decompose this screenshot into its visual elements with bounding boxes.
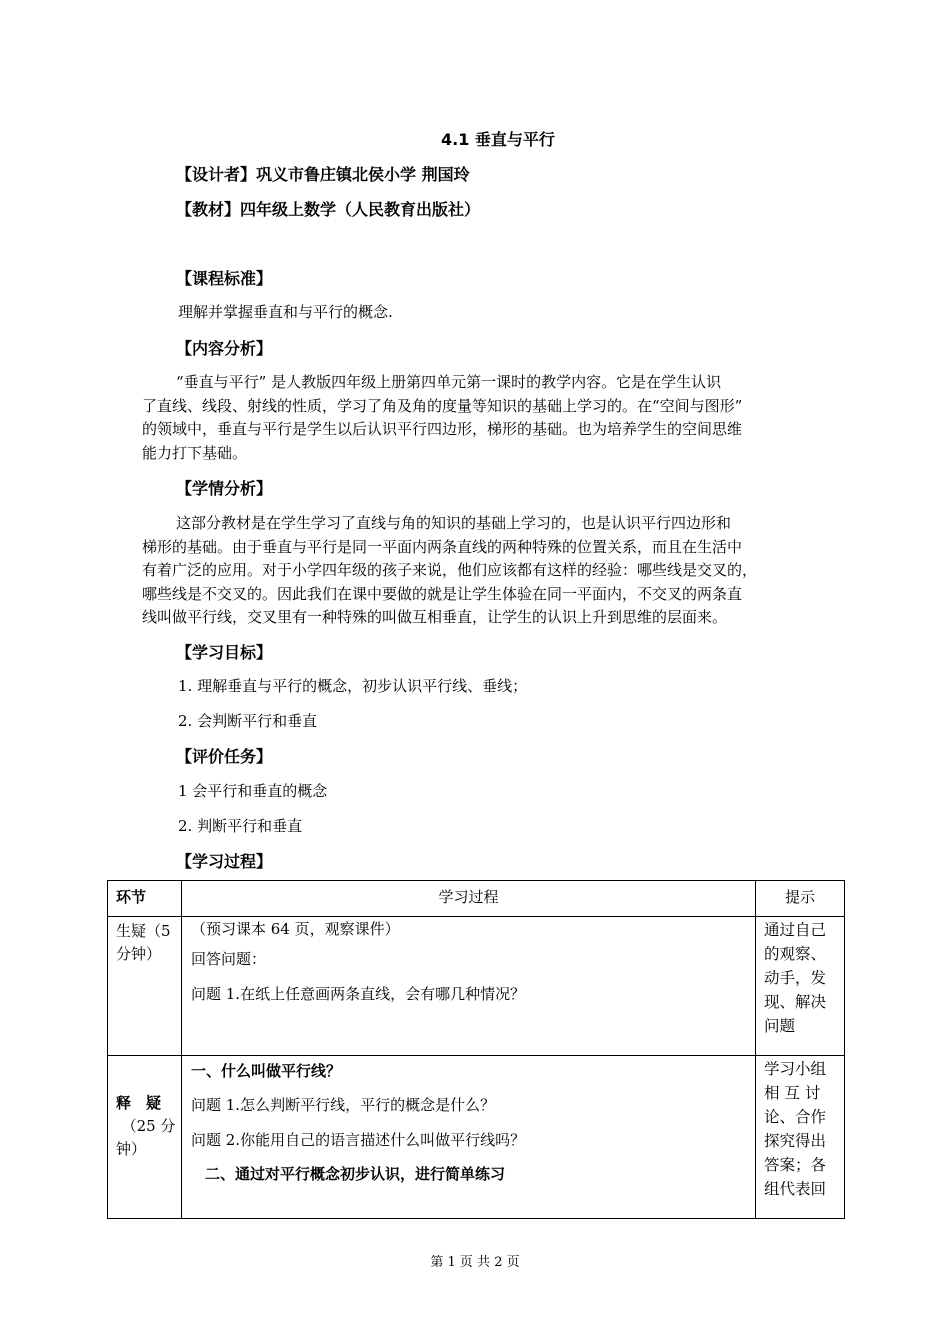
section-heading-process: 【学习过程】: [176, 852, 273, 871]
process-text: （预习课本 64 页，观察课件）: [191, 920, 400, 938]
hint-text: 通过自己: [764, 921, 827, 939]
content-line: 的领域中，垂直与平行是学生以后认识平行四边形，梯形的基础。也为培养学生的空间思维: [142, 420, 743, 438]
stage-cell: [108, 917, 182, 1056]
content-line: 了直线、线段、射线的性质，学习了角及角的度量等知识的基础上学习的。在“空间与图形”: [142, 397, 743, 415]
hint-text: 问题: [764, 1017, 796, 1035]
table-header-cell: [108, 881, 182, 917]
hint-text: 探究得出: [764, 1132, 827, 1150]
section-heading-content: 【内容分析】: [176, 339, 273, 358]
students-line: 有着广泛的应用。对于小学四年级的孩子来说，他们应该都有这样的经验：哪些线是交叉的，: [142, 561, 758, 579]
stage-cell: [108, 1056, 182, 1219]
content-line: “垂直与平行” 是人教版四年级上册第四单元第一课时的教学内容。它是在学生认识: [176, 373, 722, 391]
process-table: [107, 880, 845, 1219]
process-text: 问题 1.怎么判断平行线，平行的概念是什么？: [191, 1096, 496, 1114]
hint-text: 现、解决: [764, 993, 827, 1011]
students-line: 线叫做平行线，交叉里有一种特殊的叫做互相垂直，让学生的认识上升到思维的层面来。: [142, 608, 728, 626]
page-footer: 第 1 页 共 2 页: [430, 1255, 520, 1270]
process-text: 问题 2.你能用自己的语言描述什么叫做平行线吗？: [191, 1131, 526, 1149]
stage-text: 释 疑: [116, 1094, 162, 1112]
process-text: 回答问题：: [191, 950, 267, 968]
process-text: 问题 1.在纸上任意画两条直线，会有哪几种情况？: [191, 985, 526, 1003]
hint-cell: [756, 1056, 845, 1219]
table-header-cell: [182, 881, 756, 917]
section-heading-standard: 【课程标准】: [176, 269, 273, 288]
task-item: 1 会平行和垂直的概念: [178, 782, 328, 800]
section-heading-goals: 【学习目标】: [176, 643, 273, 662]
header-process: 学习过程: [438, 888, 499, 906]
table-row: [108, 1056, 845, 1219]
process-cell: [182, 917, 756, 1056]
hint-text: 动手，发: [764, 969, 827, 987]
hint-text: 论、合作: [764, 1108, 827, 1126]
stage-text: 分钟）: [116, 945, 162, 963]
goal-item: 1. 理解垂直与平行的概念，初步认识平行线、垂线；: [178, 677, 528, 695]
section-heading-students: 【学情分析】: [176, 479, 273, 498]
table-header-cell: [756, 881, 845, 917]
hint-text: 组代表回: [764, 1180, 827, 1198]
hint-text: 答案；各: [764, 1156, 827, 1174]
header-stage: 环节: [116, 888, 147, 906]
hint-text: 学习小组: [764, 1060, 827, 1078]
students-line: 这部分教材是在学生学习了直线与角的知识的基础上学习的，也是认识平行四边形和: [176, 514, 732, 532]
stage-text: 钟）: [116, 1140, 147, 1158]
section-heading-tasks: 【评价任务】: [176, 747, 273, 766]
stage-text: 生疑（5: [116, 922, 171, 940]
designer-line: 【设计者】巩义市鲁庄镇北侯小学 荆国玲: [176, 165, 470, 184]
content-line: 能力打下基础。: [142, 444, 248, 462]
standard-text: 理解并掌握垂直和与平行的概念.: [178, 303, 393, 321]
material-line: 【教材】四年级上数学（人民教育出版社）: [176, 200, 481, 219]
hint-text: 的观察、: [764, 945, 827, 963]
goal-item: 2. 会判断平行和垂直: [178, 712, 318, 730]
table-row: [108, 917, 845, 1056]
hint-cell: [756, 917, 845, 1056]
task-item: 2. 判断平行和垂直: [178, 817, 303, 835]
process-heading: 二、通过对平行概念初步认识，进行简单练习: [205, 1165, 506, 1183]
table-header-row: [108, 881, 845, 917]
stage-text: （25 分: [121, 1117, 176, 1135]
students-line: 哪些线是不交叉的。因此我们在课中要做的就是让学生体验在同一平面内，不交叉的两条直: [142, 585, 743, 603]
hint-text: 相 互 讨: [764, 1084, 821, 1102]
process-heading: 一、什么叫做平行线？: [191, 1062, 342, 1080]
header-hint: 提示: [784, 888, 815, 906]
process-cell: [182, 1056, 756, 1219]
document-title: 4.1 垂直与平行: [441, 130, 555, 149]
students-line: 梯形的基础。由于垂直与平行是同一平面内两条直线的两种特殊的位置关系，而且在生活中: [142, 538, 743, 556]
